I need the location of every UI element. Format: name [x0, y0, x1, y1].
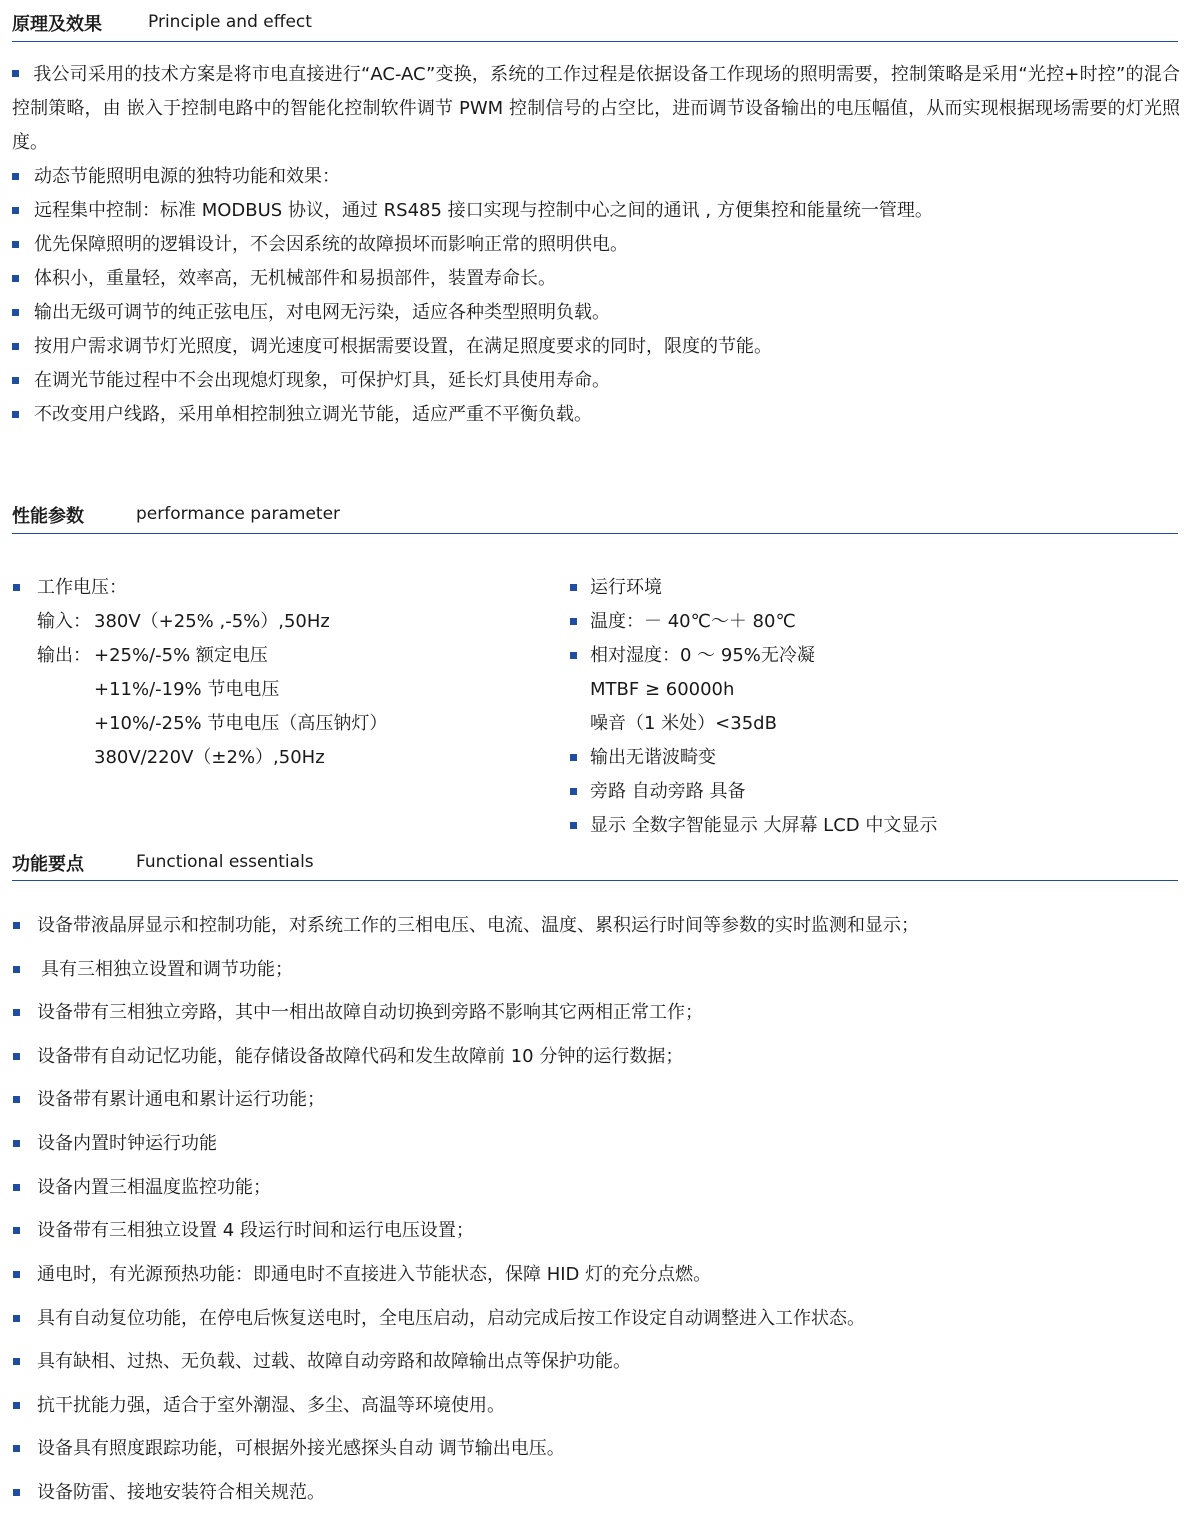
list-item: 按用户需求调节灯光照度，调光速度可根据需要设置，在满足照度要求的同时，限度的节能。	[34, 336, 772, 357]
output-value: +25%/-5% 额定电压	[94, 645, 268, 666]
spec-item: 相对湿度：0 ～ 95%无冷凝	[590, 645, 815, 666]
list-item: 设备内置三相温度监控功能；	[37, 1177, 271, 1198]
spec-item: 温度：－ 40℃～＋ 80℃	[590, 611, 796, 632]
section-header-functional	[12, 838, 1178, 881]
output-label: 输出：	[37, 645, 91, 666]
bullet-square-icon	[570, 788, 577, 795]
bullet-square-icon	[13, 1227, 20, 1234]
list-item: 设备带有三相独立旁路，其中一相出故障自动切换到旁路不影响其它两相正常工作；	[37, 1002, 703, 1023]
bullet-square-icon	[12, 377, 19, 384]
section-title-cn: 原理及效果	[12, 14, 102, 35]
bullet-square-icon	[13, 1096, 20, 1103]
list-item: 体积小，重量轻，效率高，无机械部件和易损部件，装置寿命长。	[34, 268, 556, 289]
spec-item: 噪音（1 米处）<35dB	[590, 713, 777, 734]
bullet-square-icon	[13, 584, 20, 591]
section-title-en: Functional essentials	[136, 852, 314, 872]
principle-text: 我公司采用的技术方案是将市电直接进行“AC-AC”变换，系统的工作过程是依据设备工作现场的照明需要，控制策略是采用“光控+时控”的混合控制策略，由 嵌入于控制电路中的智能化控制软件调节 PWM 控制信号的占空比，进而调节设备输出的电压幅值，从而实现根据现场需要的灯光照度。	[12, 64, 1180, 153]
bullet-square-icon	[570, 618, 577, 625]
list-item: 设备带有累计通电和累计运行功能；	[37, 1089, 325, 1110]
bullet-square-icon	[570, 584, 577, 591]
principle-paragraph	[12, 58, 1180, 160]
bullet-square-icon	[12, 207, 19, 214]
list-item: 设备带液晶屏显示和控制功能，对系统工作的三相电压、电流、温度、累积运行时间等参数的实时监测和显示；	[37, 915, 919, 936]
list-item: 通电时，有光源预热功能：即通电时不直接进入节能状态，保障 HID 灯的充分点燃。	[37, 1264, 712, 1285]
list-item: 优先保障照明的逻辑设计，不会因系统的故障损坏而影响正常的照明供电。	[34, 234, 628, 255]
section-title-en: performance parameter	[136, 504, 341, 524]
bullet-square-icon	[12, 70, 19, 77]
bullet-square-icon	[13, 1140, 20, 1147]
bullet-square-icon	[12, 343, 19, 350]
bullet-square-icon	[570, 822, 577, 829]
bullet-square-icon	[13, 966, 20, 973]
list-item: 设备带有三相独立设置 4 段运行时间和运行电压设置；	[37, 1220, 474, 1241]
bullet-square-icon	[12, 241, 19, 248]
bullet-square-icon	[12, 275, 19, 282]
bullet-square-icon	[13, 1009, 20, 1016]
spec-item: 旁路 自动旁路 具备	[590, 781, 746, 802]
input-value: 380V（+25% ,-5%）,50Hz	[94, 611, 330, 632]
list-item: 设备防雷、接地安装符合相关规范。	[37, 1482, 325, 1503]
spec-item: 显示 全数字智能显示 大屏幕 LCD 中文显示	[590, 815, 938, 836]
list-item: 具有三相独立设置和调节功能；	[41, 959, 293, 980]
list-item: 具有自动复位功能，在停电后恢复送电时，全电压启动，启动完成后按工作设定自动调整进入工作状态。	[37, 1308, 865, 1329]
bullet-square-icon	[12, 411, 19, 418]
bullet-square-icon	[13, 1445, 20, 1452]
bullet-square-icon	[570, 754, 577, 761]
working-voltage-heading: 工作电压：	[37, 577, 127, 598]
section-header-performance	[12, 490, 1178, 534]
list-item: 不改变用户线路，采用单相控制独立调光节能，适应严重不平衡负载。	[34, 404, 592, 425]
section-header-principle	[12, 0, 1178, 42]
bullet-square-icon	[13, 1271, 20, 1278]
bullet-square-icon	[12, 173, 19, 180]
list-item: 动态节能照明电源的独特功能和效果：	[34, 166, 340, 187]
list-item: 设备具有照度跟踪功能，可根据外接光感探头自动 调节输出电压。	[37, 1438, 565, 1459]
output-value: +10%/-25% 节电电压（高压钠灯）	[94, 713, 388, 734]
output-value: 380V/220V（±2%）,50Hz	[94, 747, 325, 768]
spec-item: 输出无谐波畸变	[590, 747, 716, 768]
bullet-square-icon	[13, 1315, 20, 1322]
list-item: 输出无级可调节的纯正弦电压，对电网无污染，适应各种类型照明负载。	[34, 302, 610, 323]
bullet-square-icon	[12, 309, 19, 316]
section-title-cn: 功能要点	[12, 854, 84, 875]
list-item: 在调光节能过程中不会出现熄灯现象，可保护灯具，延长灯具使用寿命。	[34, 370, 610, 391]
list-item: 设备带有自动记忆功能，能存储设备故障代码和发生故障前 10 分钟的运行数据；	[37, 1046, 684, 1067]
spec-item: 运行环境	[590, 577, 662, 598]
spec-item: MTBF ≥ 60000h	[590, 679, 735, 700]
list-item: 设备内置时钟运行功能	[37, 1133, 217, 1154]
list-item: 抗干扰能力强，适合于室外潮湿、多尘、高温等环境使用。	[37, 1395, 505, 1416]
bullet-square-icon	[13, 1489, 20, 1496]
bullet-square-icon	[13, 922, 20, 929]
list-item: 远程集中控制：标准 MODBUS 协议，通过 RS485 接口实现与控制中心之间的通讯 , 方便集控和能量统一管理。	[34, 200, 933, 221]
bullet-square-icon	[13, 1184, 20, 1191]
bullet-square-icon	[570, 652, 577, 659]
bullet-square-icon	[13, 1053, 20, 1060]
section-title-cn: 性能参数	[12, 506, 84, 527]
output-value: +11%/-19% 节电电压	[94, 679, 280, 700]
bullet-square-icon	[13, 1402, 20, 1409]
input-label: 输入：	[37, 611, 91, 632]
list-item: 具有缺相、过热、无负载、过载、故障自动旁路和故障输出点等保护功能。	[37, 1351, 631, 1372]
section-title-en: Principle and effect	[148, 12, 312, 32]
bullet-square-icon	[13, 1358, 20, 1365]
